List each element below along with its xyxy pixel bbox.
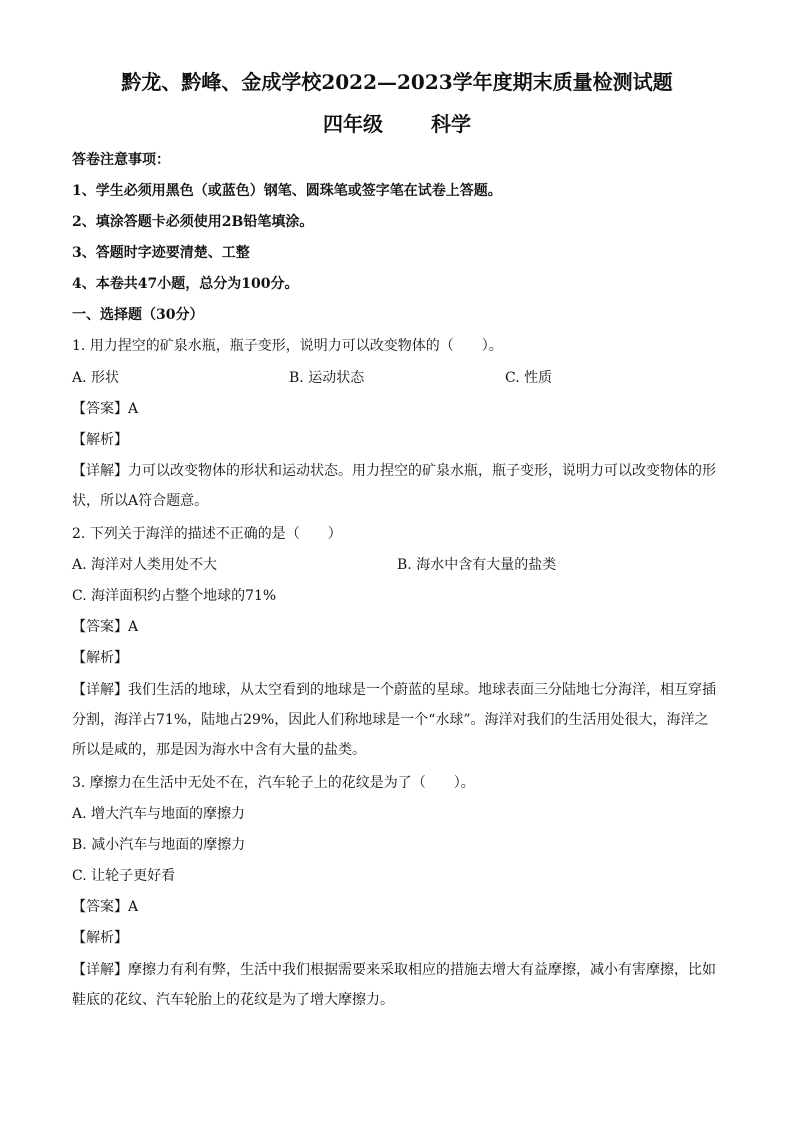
answer-label: 【答案】A xyxy=(72,899,139,915)
analysis-label: 【解析】 xyxy=(72,650,128,666)
notice-item: 1、学生必须用黑色（或蓝色）钢笔、圆珠笔或签字笔在试卷上答题。 xyxy=(72,183,502,199)
grade-label: 四年级 xyxy=(323,112,384,136)
notice-item: 2、填涂答题卡必须使用2B铅笔填涂。 xyxy=(72,214,314,230)
page-subtitle xyxy=(0,110,794,138)
detail-label: 【详解】 xyxy=(72,463,128,479)
detail-paragraph xyxy=(72,955,722,1015)
detail-text: 我们生活的地球，从太空看到的地球是一个蔚蓝的星球。地球表面三分陆地七分海洋，相互穿插分割，海洋占71%，陆地占29%，因此人们称地球是一个“水球”。海洋对我们的生活用处很大，海洋之所以是咸的，那是因为海水中含有大量的盐类。 xyxy=(72,682,716,758)
option-c: C. 性质 xyxy=(505,370,553,386)
option-a: A. 形状 xyxy=(72,370,120,386)
question-stem: 1. 用力捏空的矿泉水瓶，瓶子变形，说明力可以改变物体的（ ）。 xyxy=(72,338,503,354)
answer-label: 【答案】A xyxy=(72,401,139,417)
analysis-label: 【解析】 xyxy=(72,930,128,946)
detail-paragraph xyxy=(72,675,722,765)
question-stem: 2. 下列关于海洋的描述不正确的是（ ） xyxy=(72,526,342,542)
question-stem: 3. 摩擦力在生活中无处不在，汽车轮子上的花纹是为了（ ）。 xyxy=(72,775,475,791)
option-b: B. 海水中含有大量的盐类 xyxy=(397,557,557,573)
detail-text: 力可以改变物体的形状和运动状态。用力捏空的矿泉水瓶，瓶子变形，说明力可以改变物体的形状，所以A符合题意。 xyxy=(72,463,716,509)
option-a: A. 海洋对人类用处不大 xyxy=(72,557,218,573)
option-c: C. 让轮子更好看 xyxy=(72,868,176,884)
notice-item: 3、答题时字迹要清楚、工整 xyxy=(72,245,250,261)
page-title: 黔龙、黔峰、金成学校2022—2023学年度期末质量检测试题 xyxy=(121,70,673,94)
notice-heading: 答卷注意事项： xyxy=(72,152,170,168)
detail-paragraph xyxy=(72,456,722,516)
option-b: B. 减小汽车与地面的摩擦力 xyxy=(72,837,246,853)
analysis-label: 【解析】 xyxy=(72,432,128,448)
answer-label: 【答案】A xyxy=(72,619,139,635)
option-b: B. 运动状态 xyxy=(289,370,365,386)
notice-item: 4、本卷共47小题，总分为100分。 xyxy=(72,276,299,292)
detail-label: 【详解】 xyxy=(72,682,128,698)
subject-label: 科学 xyxy=(430,112,471,136)
option-c: C. 海洋面积约占整个地球的71% xyxy=(72,588,277,604)
section-title: 一、选择题（30分） xyxy=(72,307,204,323)
option-a: A. 增大汽车与地面的摩擦力 xyxy=(72,806,246,822)
detail-text: 摩擦力有利有弊，生活中我们根据需要来采取相应的措施去增大有益摩擦，减小有害摩擦，比如鞋底的花纹、汽车轮胎上的花纹是为了增大摩擦力。 xyxy=(72,962,716,1008)
detail-label: 【详解】 xyxy=(72,962,128,978)
